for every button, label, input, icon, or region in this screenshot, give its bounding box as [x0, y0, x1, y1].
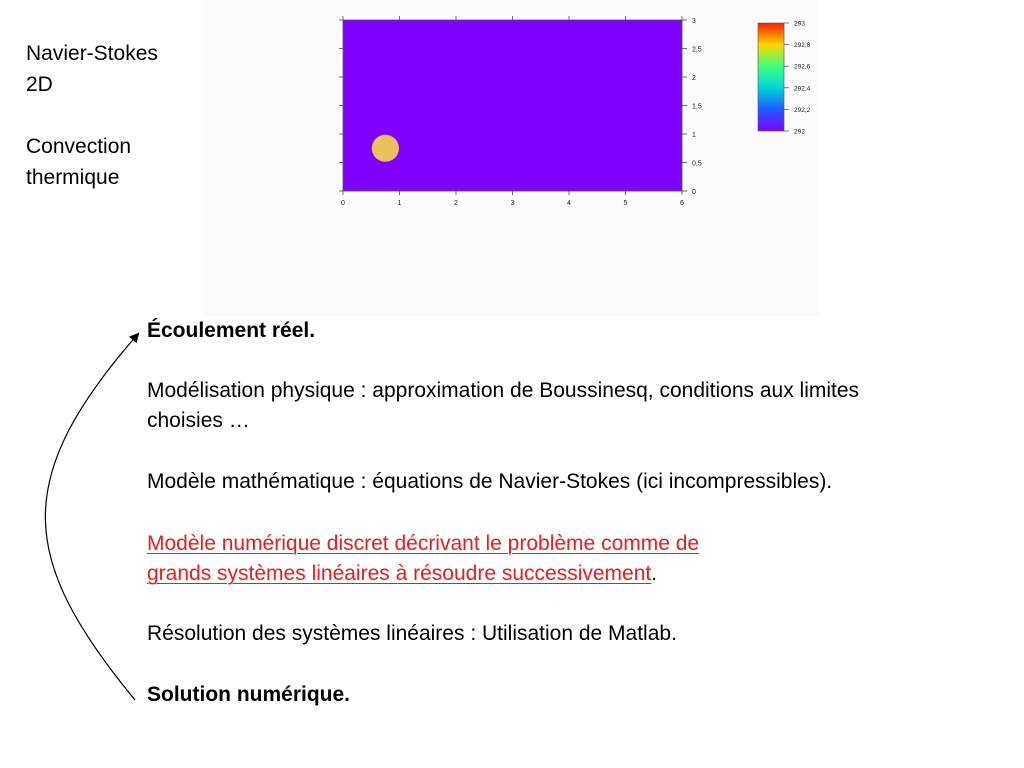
step-numeric-model-line1: Modèle numérique discret décrivant le problème comme de: [147, 532, 700, 555]
x-tick-label: 2: [454, 200, 458, 207]
y-tick-label: 1,5: [692, 103, 702, 111]
side-title-line: thermique: [26, 166, 120, 189]
colorbar-tick-label: 292: [794, 128, 805, 136]
step-real-flow: Écoulement réel.: [147, 319, 316, 342]
step-numeric-model-line2-wrap: [147, 559, 657, 589]
y-tick-label: 1: [692, 132, 696, 139]
arrow-curve: [45, 334, 138, 700]
step-physical-model-line1: Modélisation physique : approximation de Boussinesq, conditions aux limites: [147, 379, 860, 402]
step-physical-model-line2: choisies …: [147, 409, 250, 432]
step-numeric-model-line2: grands systèmes linéaires à résoudre successivement: [147, 562, 652, 585]
spacer: [26, 100, 158, 131]
colorbar-tick-label: 293: [794, 20, 805, 28]
side-title-line: Convection: [26, 135, 132, 158]
colorbar-tick-label: 292,8: [794, 42, 811, 50]
y-tick-label: 2: [692, 75, 696, 82]
y-tick-label: 0,5: [692, 160, 702, 168]
side-title-line: 2D: [26, 73, 53, 96]
period: .: [651, 562, 658, 585]
colorbar-tick-label: 292,2: [794, 106, 811, 114]
temperature-field-plot: [204, 0, 819, 316]
simulation-figure: [204, 0, 819, 316]
colorbar-tick-label: 292,4: [794, 85, 811, 93]
step-numeric-solution: Solution numérique.: [147, 683, 350, 706]
x-tick-label: 5: [623, 200, 628, 207]
x-tick-label: 3: [510, 200, 515, 207]
x-tick-label: 6: [680, 200, 684, 207]
colorbar-tick-label: 292,6: [794, 63, 811, 71]
step-math-model: Modèle mathématique : équations de Navier-Stokes (ici incompressibles).: [147, 470, 833, 493]
slide-side-title: [26, 38, 158, 193]
x-tick-label: 0: [341, 200, 345, 207]
x-tick-label: 1: [397, 200, 402, 207]
side-title-line: Navier-Stokes: [26, 42, 158, 65]
colorbar: [758, 23, 784, 131]
temperature-field: [343, 20, 682, 191]
warm-bubble: [372, 135, 399, 162]
step-linear-solve: Résolution des systèmes linéaires : Utilisation de Matlab.: [147, 622, 677, 645]
y-tick-label: 0: [692, 189, 696, 196]
y-tick-label: 2,5: [692, 46, 702, 54]
x-tick-label: 4: [567, 200, 571, 207]
y-tick-label: 3: [692, 18, 696, 25]
